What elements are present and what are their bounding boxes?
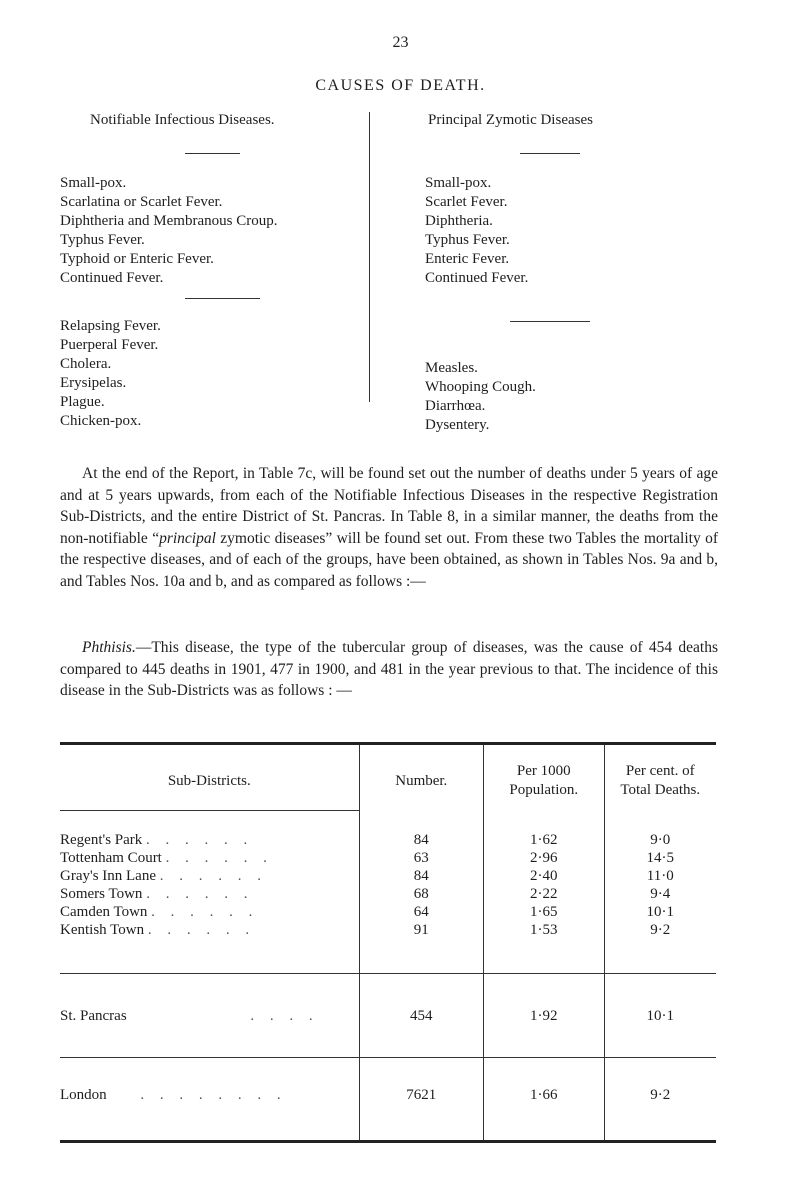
table-row: Kentish Town . . . . . . 91 1·53 9·2 <box>60 921 716 939</box>
cell-per-1000: 1·62 <box>483 831 604 849</box>
cell-number: 91 <box>359 921 483 939</box>
divider <box>60 810 359 811</box>
list-item: Diphtheria. <box>425 213 493 229</box>
cell-percent: 9·4 <box>604 885 716 903</box>
page-number: 23 <box>392 34 409 51</box>
table-row: Tottenham Court . . . . . . 63 2·96 14·5 <box>60 849 716 867</box>
phthisis-table <box>60 742 716 1143</box>
cell-percent: 9·2 <box>604 921 716 939</box>
subdistrict-name: Camden Town <box>60 904 148 920</box>
list-item: Puerperal Fever. <box>60 337 159 353</box>
cell-percent: 14·5 <box>604 849 716 867</box>
list-item: Enteric Fever. <box>425 251 510 267</box>
list-item: Scarlet Fever. <box>425 194 508 210</box>
divider <box>510 321 590 322</box>
list-item: Continued Fever. <box>60 270 164 286</box>
cell-number: 68 <box>359 885 483 903</box>
list-item: Erysipelas. <box>60 375 127 391</box>
list-item: Cholera. <box>60 356 112 372</box>
cell-number: 84 <box>359 831 483 849</box>
cell-per-1000: 2·22 <box>483 885 604 903</box>
list-item: Diphtheria and Membranous Croup. <box>60 213 278 229</box>
zymotic-list-1 <box>425 174 528 288</box>
list-item: Chicken-pox. <box>60 413 142 429</box>
cell-percent: 11·0 <box>604 867 716 885</box>
table-row: Somers Town . . . . . . 68 2·22 9·4 <box>60 885 716 903</box>
column-divider <box>369 112 370 402</box>
cell-number: 64 <box>359 903 483 921</box>
list-item: Whooping Cough. <box>425 379 536 395</box>
list-item: Relapsing Fever. <box>60 318 161 334</box>
table-row-st-pancras: St. Pancras . . . . 454 1·92 10·1 <box>60 974 716 1058</box>
cell-per-1000: 1·53 <box>483 921 604 939</box>
list-item: Typhus Fever. <box>60 232 145 248</box>
header-number: Number. <box>359 744 483 818</box>
list-item: Small-pox. <box>425 175 492 191</box>
subdistrict-name: Gray's Inn Lane <box>60 868 156 884</box>
divider <box>185 153 240 154</box>
notifiable-list-2 <box>60 317 161 431</box>
list-item: Small-pox. <box>60 175 127 191</box>
divider <box>520 153 580 154</box>
header-percent: Per cent. of Total Deaths. <box>604 744 716 818</box>
subdistrict-name: Kentish Town <box>60 922 145 938</box>
cell-number: 84 <box>359 867 483 885</box>
list-item: Diarrhœa. <box>425 398 486 414</box>
page-title: CAUSES OF DEATH. <box>315 77 486 94</box>
cell-percent: 10·1 <box>604 903 716 921</box>
cell-per-1000: 1·65 <box>483 903 604 921</box>
table-row: Gray's Inn Lane . . . . . . 84 2·40 11·0 <box>60 867 716 885</box>
list-item: Scarlatina or Scarlet Fever. <box>60 194 223 210</box>
divider <box>185 298 260 299</box>
list-item: Measles. <box>425 360 478 376</box>
table-row: Regent's Park . . . . . . 84 1·62 9·0 <box>60 831 716 849</box>
list-item: Continued Fever. <box>425 270 529 286</box>
zymotic-heading: Principal Zymotic Diseases <box>428 112 593 128</box>
cell-number: 63 <box>359 849 483 867</box>
list-item: Typhus Fever. <box>425 232 510 248</box>
list-item: Dysentery. <box>425 417 490 433</box>
list-item: Plague. <box>60 394 105 410</box>
cell-per-1000: 2·40 <box>483 867 604 885</box>
zymotic-list-2 <box>425 359 536 435</box>
table-row: Camden Town . . . . . . 64 1·65 10·1 <box>60 903 716 921</box>
subdistrict-name: Tottenham Court <box>60 850 162 866</box>
notifiable-list-1 <box>60 174 277 288</box>
subdistrict-name: Regent's Park <box>60 832 143 848</box>
phthisis-heading: Phthisis. <box>82 639 136 656</box>
table-row-london: London . . . . . . . . 7621 1·66 9·2 <box>60 1058 716 1142</box>
header-subdistricts: Sub-Districts. <box>60 744 359 818</box>
cell-percent: 9·0 <box>604 831 716 849</box>
cell-per-1000: 2·96 <box>483 849 604 867</box>
subdistrict-name: Somers Town <box>60 886 143 902</box>
notifiable-heading: Notifiable Infectious Diseases. <box>90 112 275 128</box>
paragraph-phthisis: Phthisis.—This disease, the type of the tubercular group of diseases, was the cause of 454 deaths compared to 445 deaths in 1901, 477 in 1900, and 481 in the year previous to that. The incidence of this disease in the Sub-Districts was as follows : — <box>60 639 718 700</box>
header-per-1000: Per 1000 Population. <box>483 744 604 818</box>
paragraph-tables: At the end of the Report, in Table 7c, will be found set out the number of deaths under 5 years of age and at 5 years upwards, from each of the Notifiable Infectious Diseases in the respective Registration Sub-Districts, and the entire District of St. Pancras. In Table 8, in a similar manner, the deaths from the non-notifiable “principal zymotic diseases” will be found set out. From these two Tables the mortality of the respective diseases, and of each of the groups, have been obtained, as shown in Tables Nos. 9a and b, and Tables Nos. 10a and b, and as compared as follows :— <box>60 465 718 590</box>
list-item: Typhoid or Enteric Fever. <box>60 251 214 267</box>
